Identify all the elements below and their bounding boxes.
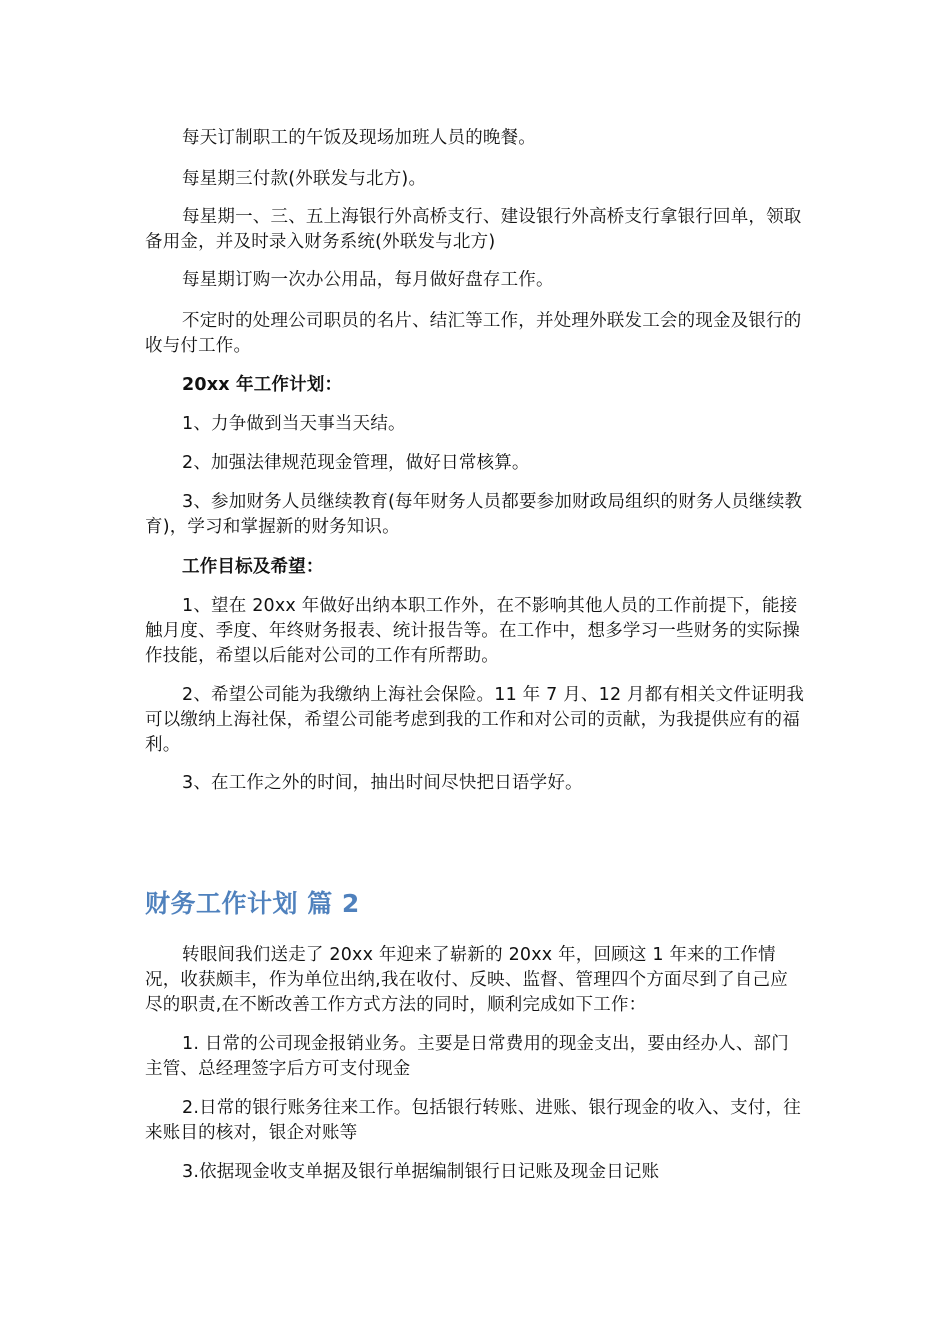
paragraph-irregular-tasks: 不定时的处理公司职员的名片、结汇等工作，并处理外联发工会的现金及银行的收与付工作。 <box>145 311 802 356</box>
section2-intro: 转眼间我们送走了 20xx 年迎来了崭新的 20xx 年，回顾这 1 年来的工作情况，收获颇丰，作为单位出纳,我在收付、反映、监督、管理四个方面尽到了自己应尽的职责,在不断改善工作方式方法的同时，顺利完成如下工作： <box>145 945 788 1015</box>
plan-item: 3、参加财务人员继续教育(每年财务人员都要参加财政局组织的财务人员继续教育)，学习和掌握新的财务知识。 <box>145 492 803 537</box>
goals-item: 2、希望公司能为我缴纳上海社会保险。11 年 7 月、12 月都有相关文件证明我可以缴纳上海社保，希望公司能考虑到我的工作和对公司的贡献，为我提供应有的福利。 <box>145 685 805 755</box>
section-title: 财务工作计划 篇 2 <box>145 889 360 918</box>
paragraph-payment-day: 每星期三付款(外联发与北方)。 <box>182 169 427 189</box>
paragraph-bank-receipts: 每星期一、三、五上海银行外高桥支行、建设银行外高桥支行拿银行回单，领取备用金，并及时录入财务系统(外联发与北方) <box>145 207 802 252</box>
goals-item: 3、在工作之外的时间，抽出时间尽快把日语学好。 <box>182 773 583 793</box>
plan-item: 2、加强法律规范现金管理，做好日常核算。 <box>182 453 530 473</box>
section2-item: 3.依据现金收支单据及银行单据编制银行日记账及现金日记账 <box>182 1162 660 1182</box>
section2-item: 1. 日常的公司现金报销业务。主要是日常费用的现金支出，要由经办人、部门主管、总经理签字后方可支付现金 <box>145 1034 789 1079</box>
goals-item: 1、望在 20xx 年做好出纳本职工作外，在不影响其他人员的工作前提下，能接触月度、季度、年终财务报表、统计报告等。在工作中，想多学习一些财务的实际操作技能，希望以后能对公司的工作有所帮助。 <box>145 596 800 666</box>
goals-heading: 工作目标及希望： <box>182 557 324 577</box>
paragraph-office-supplies: 每星期订购一次办公用品，每月做好盘存工作。 <box>182 270 554 290</box>
plan-item: 1、力争做到当天事当天结。 <box>182 414 406 434</box>
section2-item: 2.日常的银行账务往来工作。包括银行转账、进账、银行现金的收入、支付，往来账目的核对，银企对账等 <box>145 1098 801 1143</box>
plan-heading: 20xx 年工作计划： <box>182 375 343 395</box>
paragraph-lunch: 每天订制职工的午饭及现场加班人员的晚餐。 <box>182 128 536 148</box>
